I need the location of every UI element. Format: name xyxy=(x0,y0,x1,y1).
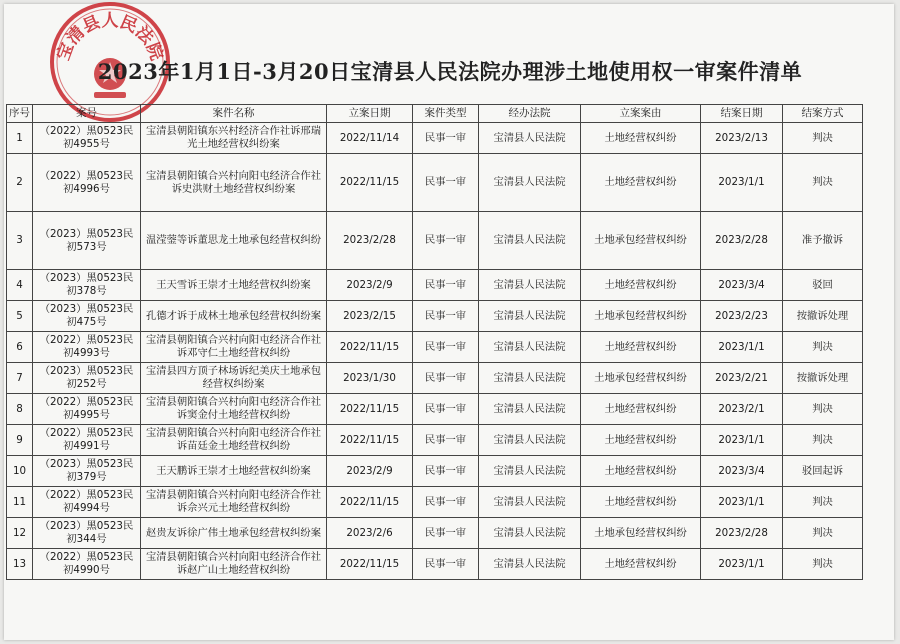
cell-case-no: （2023）黑0523民初573号 xyxy=(33,212,141,270)
cell-case-name: 王天鹏诉王崇才土地经营权纠纷案 xyxy=(141,456,327,487)
cell-court: 宝清县人民法院 xyxy=(479,363,581,394)
cell-closed-date: 2023/2/23 xyxy=(701,301,783,332)
cell-case-no: （2023）黑0523民初378号 xyxy=(33,270,141,301)
cell-case-type: 民事一审 xyxy=(413,270,479,301)
cell-court: 宝清县人民法院 xyxy=(479,394,581,425)
cell-closed-date: 2023/2/1 xyxy=(701,394,783,425)
cell-no: 8 xyxy=(7,394,33,425)
cell-case-type: 民事一审 xyxy=(413,487,479,518)
cell-closed-date: 2023/2/28 xyxy=(701,518,783,549)
cell-no: 7 xyxy=(7,363,33,394)
header-col-closed-date: 结案日期 xyxy=(701,105,783,123)
cell-case-type: 民事一审 xyxy=(413,301,479,332)
cell-cause: 土地经营权纠纷 xyxy=(581,123,701,154)
cell-case-name: 宝清县朝阳镇合兴村向阳屯经济合作社诉窦金付土地经营权纠纷 xyxy=(141,394,327,425)
cell-case-name: 宝清县朝阳镇合兴村向阳屯经济合作社诉苗廷金土地经营权纠纷 xyxy=(141,425,327,456)
table-row xyxy=(7,518,863,549)
table-row xyxy=(7,212,863,270)
cell-filed-date: 2023/2/15 xyxy=(327,301,413,332)
cell-filed-date: 2022/11/14 xyxy=(327,123,413,154)
cell-case-no: （2023）黑0523民初344号 xyxy=(33,518,141,549)
cell-closed-date: 2023/3/4 xyxy=(701,456,783,487)
cell-filed-date: 2023/1/30 xyxy=(327,363,413,394)
header-col-court: 经办法院 xyxy=(479,105,581,123)
cell-case-no: （2023）黑0523民初475号 xyxy=(33,301,141,332)
cell-court: 宝清县人民法院 xyxy=(479,425,581,456)
cell-case-no: （2023）黑0523民初379号 xyxy=(33,456,141,487)
cell-case-type: 民事一审 xyxy=(413,154,479,212)
cell-cause: 土地承包经营权纠纷 xyxy=(581,363,701,394)
cell-closed-date: 2023/2/21 xyxy=(701,363,783,394)
cell-no: 12 xyxy=(7,518,33,549)
cell-cause: 土地经营权纠纷 xyxy=(581,394,701,425)
table-row xyxy=(7,301,863,332)
cell-no: 13 xyxy=(7,549,33,580)
cell-filed-date: 2022/11/15 xyxy=(327,487,413,518)
cell-no: 5 xyxy=(7,301,33,332)
cell-close-method: 判决 xyxy=(783,154,863,212)
cell-case-no: （2023）黑0523民初252号 xyxy=(33,363,141,394)
header-col-case-no: 案号 xyxy=(33,105,141,123)
cell-case-name: 宝清县朝阳镇合兴村向阳屯经济合作社诉赵广山土地经营权纠纷 xyxy=(141,549,327,580)
table-row xyxy=(7,425,863,456)
cell-filed-date: 2023/2/28 xyxy=(327,212,413,270)
cell-cause: 土地经营权纠纷 xyxy=(581,332,701,363)
cell-case-type: 民事一审 xyxy=(413,518,479,549)
header-col-case-type: 案件类型 xyxy=(413,105,479,123)
table-row xyxy=(7,332,863,363)
table-row xyxy=(7,123,863,154)
cell-cause: 土地承包经营权纠纷 xyxy=(581,518,701,549)
cell-cause: 土地承包经营权纠纷 xyxy=(581,301,701,332)
cell-no: 11 xyxy=(7,487,33,518)
cell-case-no: （2022）黑0523民初4955号 xyxy=(33,123,141,154)
cell-closed-date: 2023/1/1 xyxy=(701,549,783,580)
cell-no: 9 xyxy=(7,425,33,456)
cell-court: 宝清县人民法院 xyxy=(479,487,581,518)
cell-case-name: 孔德才诉于成林土地承包经营权纠纷案 xyxy=(141,301,327,332)
cell-filed-date: 2022/11/15 xyxy=(327,425,413,456)
cell-court: 宝清县人民法院 xyxy=(479,154,581,212)
header-col-case-name: 案件名称 xyxy=(141,105,327,123)
cell-filed-date: 2023/2/9 xyxy=(327,456,413,487)
cell-case-type: 民事一审 xyxy=(413,332,479,363)
header-col-no: 序号 xyxy=(7,105,33,123)
cell-case-no: （2022）黑0523民初4994号 xyxy=(33,487,141,518)
cell-close-method: 按撤诉处理 xyxy=(783,363,863,394)
header-col-filed-date: 立案日期 xyxy=(327,105,413,123)
header-col-close-method: 结案方式 xyxy=(783,105,863,123)
table-row xyxy=(7,270,863,301)
cell-no: 2 xyxy=(7,154,33,212)
cell-no: 6 xyxy=(7,332,33,363)
cell-case-no: （2022）黑0523民初4993号 xyxy=(33,332,141,363)
cell-close-method: 判决 xyxy=(783,518,863,549)
cell-case-name: 宝清县朝阳镇合兴村向阳屯经济合作社诉佘兴元土地经营权纠纷 xyxy=(141,487,327,518)
cell-cause: 土地经营权纠纷 xyxy=(581,425,701,456)
cell-close-method: 判决 xyxy=(783,425,863,456)
table-row xyxy=(7,154,863,212)
cell-no: 1 xyxy=(7,123,33,154)
cell-case-name: 赵贵友诉徐广伟土地承包经营权纠纷案 xyxy=(141,518,327,549)
cell-case-no: （2022）黑0523民初4990号 xyxy=(33,549,141,580)
table-row xyxy=(7,394,863,425)
cell-filed-date: 2023/2/9 xyxy=(327,270,413,301)
cell-close-method: 判决 xyxy=(783,123,863,154)
cell-filed-date: 2022/11/15 xyxy=(327,332,413,363)
cell-case-type: 民事一审 xyxy=(413,212,479,270)
cell-case-type: 民事一审 xyxy=(413,123,479,154)
cell-court: 宝清县人民法院 xyxy=(479,270,581,301)
header-col-cause: 立案案由 xyxy=(581,105,701,123)
cell-closed-date: 2023/2/13 xyxy=(701,123,783,154)
cell-court: 宝清县人民法院 xyxy=(479,518,581,549)
cell-court: 宝清县人民法院 xyxy=(479,332,581,363)
cell-case-type: 民事一审 xyxy=(413,425,479,456)
cell-cause: 土地经营权纠纷 xyxy=(581,487,701,518)
cell-cause: 土地承包经营权纠纷 xyxy=(581,212,701,270)
cell-case-type: 民事一审 xyxy=(413,363,479,394)
cell-case-type: 民事一审 xyxy=(413,549,479,580)
cell-filed-date: 2022/11/15 xyxy=(327,549,413,580)
table-body xyxy=(7,123,863,580)
cell-close-method: 判决 xyxy=(783,332,863,363)
table-row xyxy=(7,456,863,487)
cell-case-no: （2022）黑0523民初4991号 xyxy=(33,425,141,456)
seal-text: 宝清县人民法院 xyxy=(53,10,167,64)
cell-case-no: （2022）黑0523民初4996号 xyxy=(33,154,141,212)
cell-close-method: 按撤诉处理 xyxy=(783,301,863,332)
cell-case-name: 宝清县朝阳镇合兴村向阳屯经济合作社诉邓守仁土地经营权纠纷 xyxy=(141,332,327,363)
cell-close-method: 判决 xyxy=(783,394,863,425)
cell-cause: 土地经营权纠纷 xyxy=(581,549,701,580)
cell-closed-date: 2023/3/4 xyxy=(701,270,783,301)
cell-closed-date: 2023/1/1 xyxy=(701,154,783,212)
cell-court: 宝清县人民法院 xyxy=(479,456,581,487)
cell-court: 宝清县人民法院 xyxy=(479,549,581,580)
cell-court: 宝清县人民法院 xyxy=(479,123,581,154)
cell-closed-date: 2023/2/28 xyxy=(701,212,783,270)
cell-filed-date: 2022/11/15 xyxy=(327,154,413,212)
cell-no: 3 xyxy=(7,212,33,270)
table-row xyxy=(7,487,863,518)
cell-close-method: 驳回 xyxy=(783,270,863,301)
cell-closed-date: 2023/1/1 xyxy=(701,425,783,456)
cell-filed-date: 2023/2/6 xyxy=(327,518,413,549)
cell-court: 宝清县人民法院 xyxy=(479,301,581,332)
cell-close-method: 驳回起诉 xyxy=(783,456,863,487)
cell-cause: 土地经营权纠纷 xyxy=(581,270,701,301)
table-row xyxy=(7,549,863,580)
cell-case-name: 温滢蓥等诉董思龙土地承包经营权纠纷 xyxy=(141,212,327,270)
cell-cause: 土地经营权纠纷 xyxy=(581,154,701,212)
case-list-table xyxy=(6,104,863,580)
page-title: 2023年1月1日-3月20日宝清县人民法院办理涉土地使用权一审案件清单 xyxy=(97,59,803,84)
cell-no: 4 xyxy=(7,270,33,301)
cell-cause: 土地经营权纠纷 xyxy=(581,456,701,487)
table-row xyxy=(7,363,863,394)
table-header-row xyxy=(7,105,863,123)
cell-close-method: 判决 xyxy=(783,487,863,518)
cell-filed-date: 2022/11/15 xyxy=(327,394,413,425)
cell-case-type: 民事一审 xyxy=(413,456,479,487)
cell-case-name: 宝清县朝阳镇东兴村经济合作社诉邢瑞光土地经营权纠纷案 xyxy=(141,123,327,154)
cell-court: 宝清县人民法院 xyxy=(479,212,581,270)
cell-case-type: 民事一审 xyxy=(413,394,479,425)
cell-closed-date: 2023/1/1 xyxy=(701,332,783,363)
cell-no: 10 xyxy=(7,456,33,487)
cell-case-name: 宝清县朝阳镇合兴村向阳屯经济合作社诉史洪财土地经营权纠纷案 xyxy=(141,154,327,212)
cell-closed-date: 2023/1/1 xyxy=(701,487,783,518)
cell-case-name: 宝清县四方顶子林场诉纪美庆土地承包经营权纠纷案 xyxy=(141,363,327,394)
cell-case-no: （2022）黑0523民初4995号 xyxy=(33,394,141,425)
cell-close-method: 准予撤诉 xyxy=(783,212,863,270)
cell-close-method: 判决 xyxy=(783,549,863,580)
cell-case-name: 王天雪诉王崇才土地经营权纠纷案 xyxy=(141,270,327,301)
